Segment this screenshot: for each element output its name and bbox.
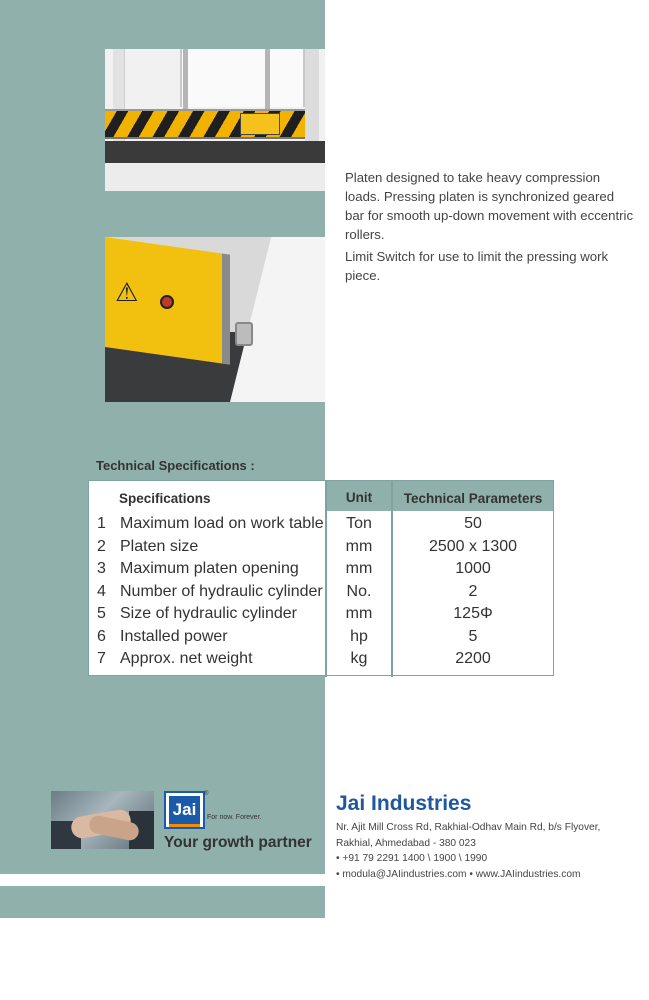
row-spec: Size of hydraulic cylinder <box>120 605 297 622</box>
row-number: 4 <box>97 582 106 600</box>
pressing-plate <box>105 141 325 163</box>
table-row <box>89 650 553 673</box>
spec-header-parameters: Technical Parameters <box>403 491 543 506</box>
white-frame-column <box>230 237 325 402</box>
spec-header-unit: Unit <box>345 490 373 505</box>
table-row <box>89 628 553 651</box>
limit-switch-photo <box>105 237 325 402</box>
row-unit: mm <box>345 605 373 622</box>
indicator-light-icon <box>160 295 174 309</box>
row-param: 1000 <box>455 560 491 577</box>
row-spec: Installed power <box>120 627 228 645</box>
row-unit: No. <box>346 582 372 600</box>
spec-header-specifications: Specifications <box>119 491 211 506</box>
logo-orange-stripe <box>169 824 200 827</box>
spec-table <box>88 480 554 676</box>
platen-photo <box>105 49 325 191</box>
hazard-warning-icon: ⚠ <box>115 277 139 307</box>
platen-description: Platen designed to take heavy compression loads. Pressing platen is synchronized geared bar for smooth up-down movement with eccentric rollers. <box>345 170 634 242</box>
row-unit: mm <box>345 560 373 577</box>
warning-label <box>240 113 280 135</box>
row-param: 50 <box>464 515 482 532</box>
press-rod-left <box>183 49 188 109</box>
row-unit: mm <box>345 537 373 555</box>
row-param: 125Φ <box>453 605 493 622</box>
row-spec: Number of hydraulic cylinder <box>120 582 323 600</box>
row-number: 7 <box>97 650 106 667</box>
row-number: 1 <box>97 515 106 532</box>
table-row <box>89 560 553 583</box>
teal-bottom-band <box>0 886 325 918</box>
row-param: 2200 <box>455 650 491 667</box>
row-spec: Maximum platen opening <box>120 560 299 577</box>
company-name: Jai Industries <box>336 792 472 815</box>
logo-text: Jai <box>169 796 200 824</box>
jai-logo <box>164 791 205 829</box>
white-divider-strip <box>0 874 325 886</box>
phone-line: • +91 79 2291 1400 \ 1900 \ 1990 <box>336 853 488 864</box>
address-line-1: Nr. Ajit Mill Cross Rd, Rakhial-Odhav Main Rd, b/s Flyover, <box>336 822 601 833</box>
registered-mark: ® <box>204 791 209 797</box>
row-spec: Approx. net weight <box>120 650 253 667</box>
press-rod-right <box>265 49 270 109</box>
press-frame-window <box>180 49 305 107</box>
table-row <box>89 538 553 561</box>
press-table <box>105 163 325 191</box>
row-param: 2 <box>468 582 478 600</box>
contact-line: • modula@JAIindustries.com • www.JAIindustries.com <box>336 868 581 880</box>
address-line-2: Rakhial, Ahmedabad - 380 023 <box>336 837 476 849</box>
row-number: 6 <box>97 627 106 645</box>
row-param: 2500 x 1300 <box>428 537 518 555</box>
row-number: 3 <box>97 560 106 577</box>
company-address <box>336 820 636 882</box>
row-unit: Ton <box>346 515 372 532</box>
row-unit: kg <box>350 650 368 667</box>
feature-description <box>345 168 635 288</box>
spec-section-title: Technical Specifications : <box>96 458 255 473</box>
table-row <box>89 605 553 628</box>
table-row <box>89 515 553 538</box>
row-unit: hp <box>350 627 368 645</box>
row-number: 5 <box>97 605 106 622</box>
row-spec: Platen size <box>120 537 199 555</box>
handshake-photo <box>51 791 154 849</box>
limit-switch-bolt <box>235 322 253 346</box>
logo-tagline: For now. Forever. <box>207 814 262 821</box>
row-number: 2 <box>97 537 106 555</box>
row-spec: Maximum load on work table <box>120 515 324 532</box>
growth-slogan: Your growth partner <box>164 834 312 851</box>
row-param: 5 <box>468 627 478 645</box>
limit-switch-description: Limit Switch for use to limit the pressing work piece. <box>345 249 609 283</box>
table-row <box>89 583 553 606</box>
